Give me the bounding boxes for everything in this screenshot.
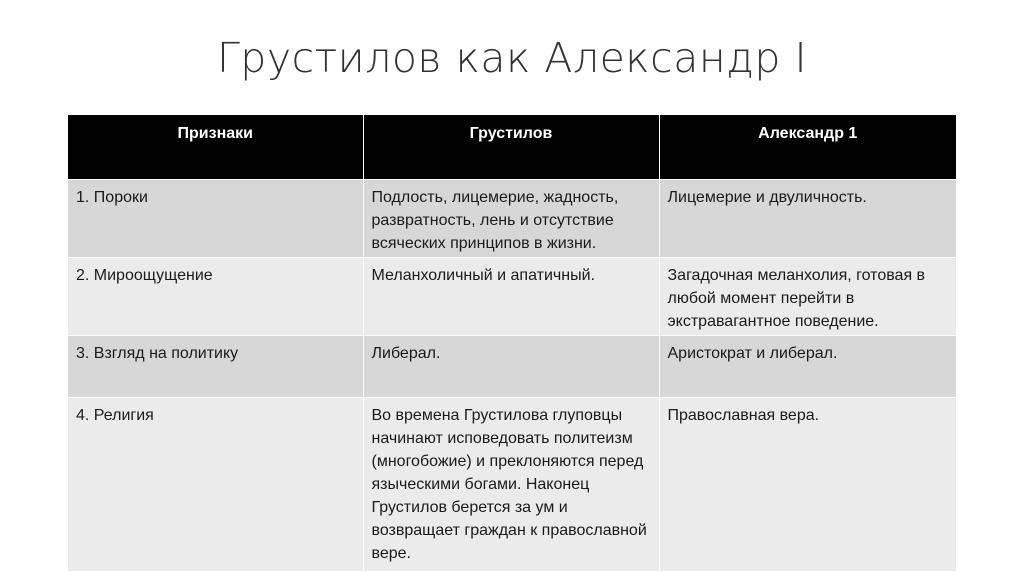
table-header-row xyxy=(68,115,956,179)
alexander-cell: Аристократ и либерал. xyxy=(659,335,956,397)
feature-cell: 2. Мироощущение xyxy=(68,257,363,335)
table-row xyxy=(68,179,956,257)
grustilov-cell: Подлость, лицемерие, жадность, развратность, лень и отсутствие всяческих принципов в жизни. xyxy=(363,179,659,257)
alexander-cell: Лицемерие и двуличность. xyxy=(659,179,956,257)
feature-cell: 1. Пороки xyxy=(68,179,363,257)
table-row xyxy=(68,397,956,571)
slide-title: Грустилов как Александр I xyxy=(216,34,808,82)
grustilov-cell: Меланхоличный и апатичный. xyxy=(363,257,659,335)
feature-cell: 4. Религия xyxy=(68,397,363,571)
header-alexander: Александр 1 xyxy=(659,115,956,179)
header-features: Признаки xyxy=(68,115,363,179)
feature-cell: 3. Взгляд на политику xyxy=(68,335,363,397)
grustilov-cell: Либерал. xyxy=(363,335,659,397)
comparison-table xyxy=(68,115,956,571)
table-row xyxy=(68,335,956,397)
alexander-cell: Православная вера. xyxy=(659,397,956,571)
alexander-cell: Загадочная меланхолия, готовая в любой момент перейти в экстравагантное поведение. xyxy=(659,257,956,335)
header-grustilov: Грустилов xyxy=(363,115,659,179)
grustilov-cell: Во времена Грустилова глуповцы начинают исповедовать политеизм (многобожие) и преклоняются перед языческими богами. Наконец Грустилов берется за ум и возвращает граждан к православной вере. xyxy=(363,397,659,571)
table-row xyxy=(68,257,956,335)
